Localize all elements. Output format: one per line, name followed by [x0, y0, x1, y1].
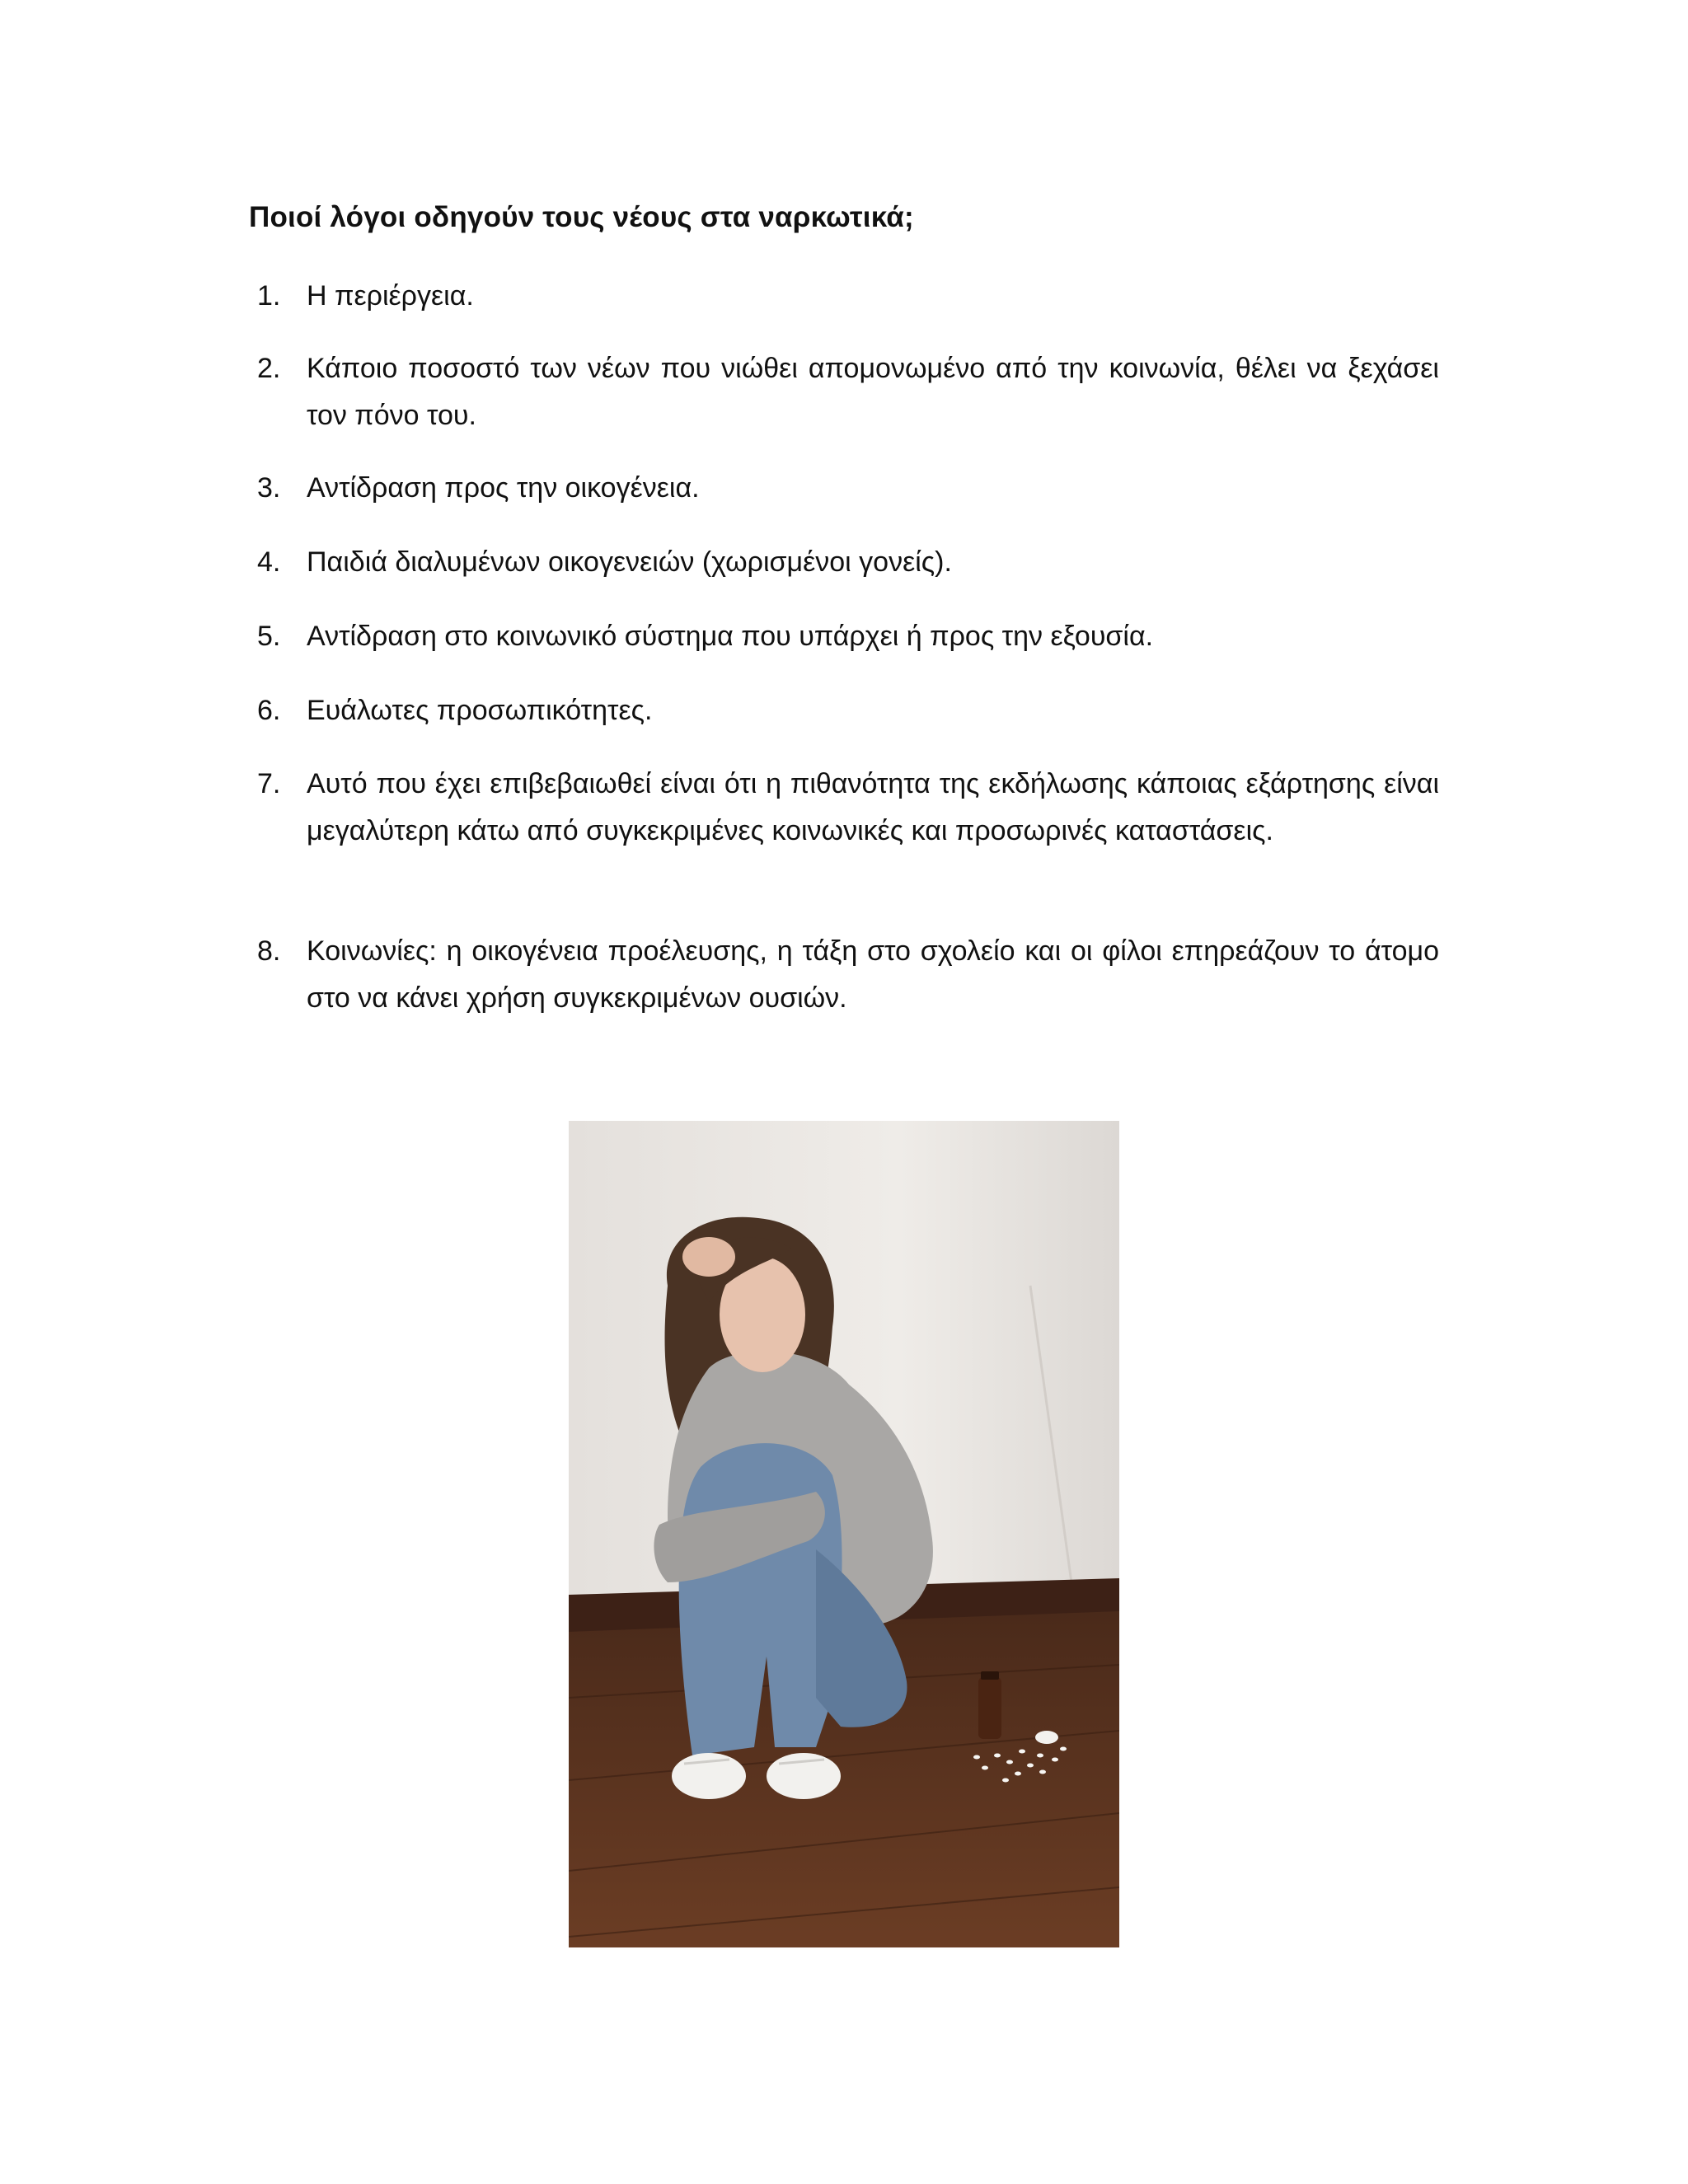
list-item-number: 7.	[257, 768, 281, 799]
photo-girl-sitting-with-pills	[569, 1121, 1119, 1947]
list-item-text: Αυτό που έχει επιβεβαιωθεί είναι ότι η πιθανότητα της εκδήλωσης κάποιας εξάρτησης είναι μεγαλύτερη κάτω από συγκεκριμένες κοινωνικές και προσωρινές καταστάσεις.	[307, 768, 1439, 846]
list-item	[249, 273, 1439, 320]
list-item	[249, 539, 1439, 586]
list-item-text: Ευάλωτες προσωπικότητες.	[307, 695, 653, 726]
list-item-number: 8.	[257, 935, 281, 967]
list-item	[249, 345, 1439, 439]
document-heading: Ποιοί λόγοι οδηγούν τους νέους στα ναρκωτικά;	[249, 201, 914, 233]
list-item-number: 6.	[257, 695, 281, 726]
list-item-number: 2.	[257, 353, 281, 384]
list-item-text: Η περιέργεια.	[307, 280, 474, 312]
list-item-text: Αντίδραση προς την οικογένεια.	[307, 472, 700, 504]
list-item-text: Αντίδραση στο κοινωνικό σύστημα που υπάρχει ή προς την εξουσία.	[307, 621, 1154, 652]
list-item	[249, 761, 1439, 855]
list-item	[249, 465, 1439, 512]
list-item-number: 5.	[257, 621, 281, 652]
list-item-number: 1.	[257, 280, 281, 312]
list-item	[249, 613, 1439, 660]
photo-illustration	[569, 1121, 1119, 1947]
hand	[682, 1237, 735, 1277]
right-shoe	[767, 1753, 841, 1799]
list-item-number: 3.	[257, 472, 281, 504]
list-item-text: Κάποιο ποσοστό των νέων που νιώθει απομονωμένο από την κοινωνία, θέλει να ξεχάσει τον πόνο του.	[307, 353, 1439, 431]
list-item-text: Παιδιά διαλυμένων οικογενειών (χωρισμένοι γονείς).	[307, 546, 952, 578]
list-item-text: Κοινωνίες: η οικογένεια προέλευσης, η τάξη στο σχολείο και οι φίλοι επηρεάζουν το άτομο στο να κάνει χρήση συγκεκριμένων ουσιών.	[307, 935, 1439, 1014]
list-item	[249, 687, 1439, 734]
bottle-cap	[1035, 1731, 1058, 1744]
list-item	[249, 928, 1439, 1022]
pill-bottle	[978, 1677, 1001, 1739]
left-shoe	[672, 1753, 746, 1799]
list-item-number: 4.	[257, 546, 281, 578]
